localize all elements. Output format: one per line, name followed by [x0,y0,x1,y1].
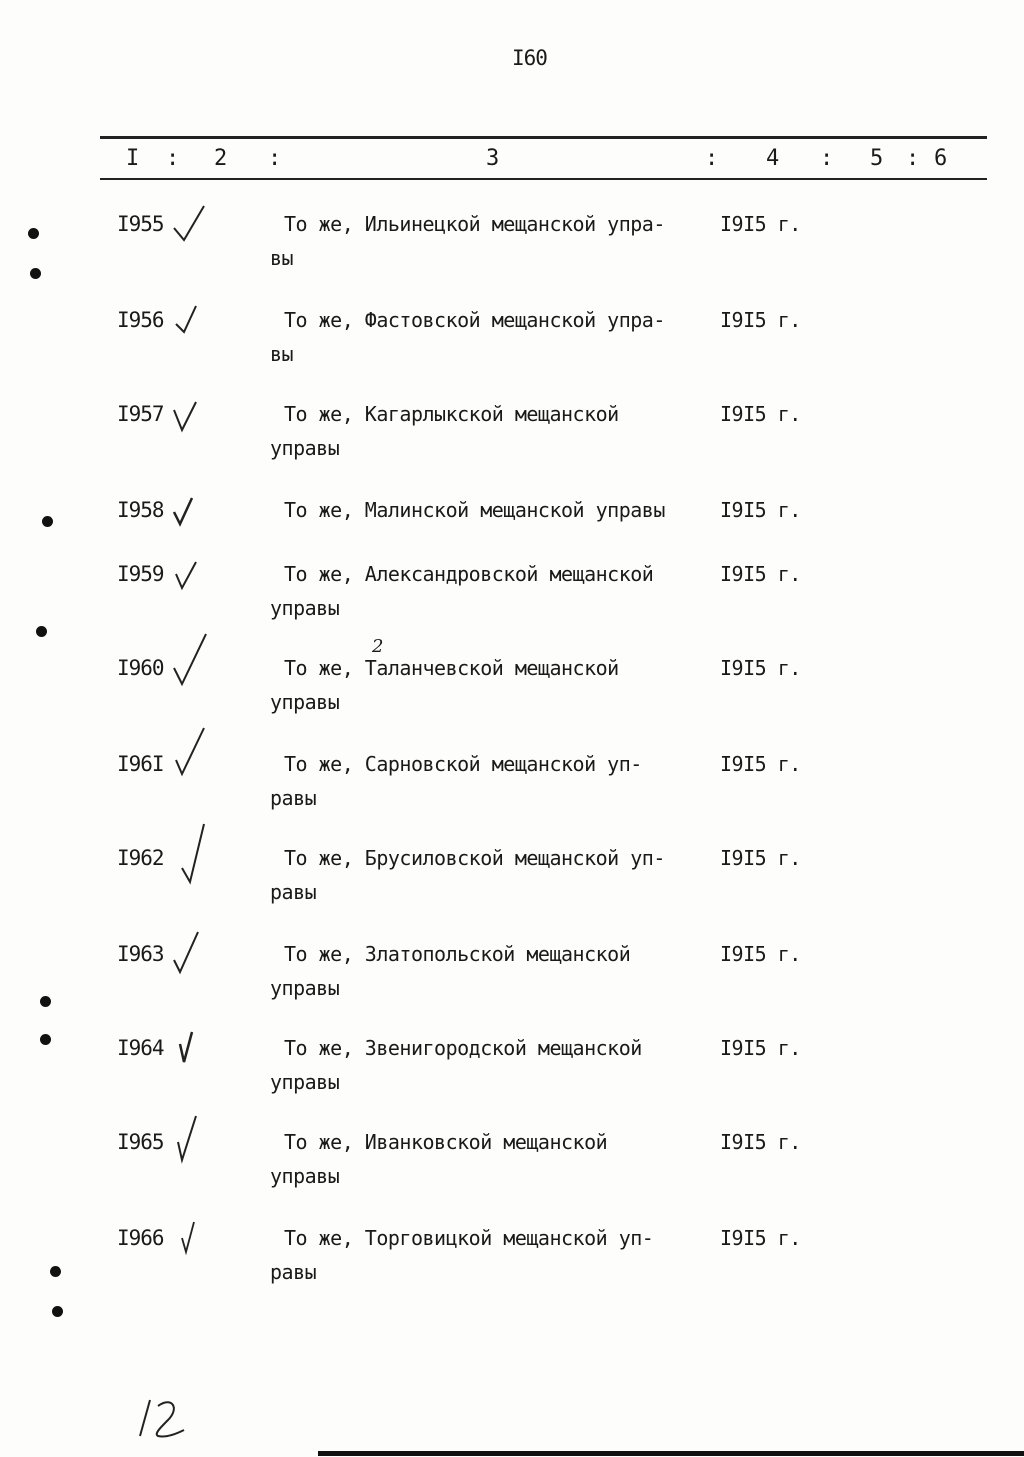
entry-description: То же, Малинской мещанской управы [284,498,665,522]
entry-description-continued: управы [270,1164,340,1188]
table-row [0,308,1024,398]
table-row [0,402,1024,492]
column-header-5: 5 [870,146,884,171]
binding-hole [36,626,47,637]
binding-hole [52,1306,63,1317]
entry-year: I9I5 г. [720,942,801,966]
entry-description: То же, Торговицкой мещанской уп- [284,1226,654,1250]
entry-description-continued: вы [270,342,294,366]
entry-year: I9I5 г. [720,308,801,332]
checkmark-icon [170,630,210,690]
table-row [0,752,1024,842]
entry-description-continued: управы [270,1070,340,1094]
binding-hole [50,1266,61,1277]
column-header-6: 6 [934,146,948,171]
entry-number: I962 [117,846,164,870]
entry-description-continued: равы [270,880,317,904]
table-row [0,656,1024,746]
bottom-edge-rule [318,1451,1024,1456]
column-separator: : [268,146,282,171]
entry-description: То же, Таланчевской мещанской [284,656,619,680]
table-row [0,212,1024,302]
entry-number: I958 [117,498,164,522]
checkmark-icon [170,1112,210,1166]
entry-year: I9I5 г. [720,656,801,680]
checkmark-icon [170,488,210,532]
checkmark-icon [170,928,210,978]
column-header-3: 3 [486,146,500,171]
entry-number: I964 [117,1036,164,1060]
page-number: I60 [512,46,547,70]
column-header-4: 4 [766,146,780,171]
entry-description-continued: равы [270,786,317,810]
entry-year: I9I5 г. [720,562,801,586]
entry-description: То же, Звенигородской мещанской [284,1036,642,1060]
table-row [0,1226,1024,1316]
entry-description: То же, Александровской мещанской [284,562,654,586]
column-separator: : [166,146,180,171]
entry-year: I9I5 г. [720,846,801,870]
checkmark-icon [170,392,210,436]
checkmark-icon [170,202,210,246]
entry-number: I957 [117,402,164,426]
table-row [0,562,1024,652]
entry-number: I956 [117,308,164,332]
entry-number: I960 [117,656,164,680]
entry-number: I965 [117,1130,164,1154]
checkmark-icon [170,1026,210,1070]
checkmark-icon [170,820,210,890]
table-row [0,1036,1024,1126]
entry-year: I9I5 г. [720,1036,801,1060]
table-row [0,846,1024,936]
handwritten-correction: 2 [372,636,384,657]
entry-number: I96I [117,752,164,776]
entry-year: I9I5 г. [720,212,801,236]
column-header-2: 2 [214,146,228,171]
checkmark-icon [170,552,210,596]
entry-description: То же, Ильинецкой мещанской упра- [284,212,665,236]
entry-year: I9I5 г. [720,402,801,426]
entry-number: I966 [117,1226,164,1250]
entry-description: То же, Кагарлыкской мещанской [284,402,619,426]
entry-year: I9I5 г. [720,752,801,776]
binding-hole [40,1034,51,1045]
checkmark-icon [170,724,210,784]
entry-description: То же, Златопольской мещанской [284,942,631,966]
checkmark-icon [170,298,210,342]
column-header-1: I [126,146,140,171]
entry-number: I955 [117,212,164,236]
entry-year: I9I5 г. [720,1226,801,1250]
binding-hole [30,268,41,279]
table-row [0,1130,1024,1220]
binding-hole [40,996,51,1007]
column-separator: : [820,146,834,171]
column-separator: : [705,146,719,171]
handwritten-folio-number [132,1396,192,1442]
entry-description-continued: равы [270,1260,317,1284]
entry-description: То же, Сарновской мещанской уп- [284,752,642,776]
entry-number: I963 [117,942,164,966]
checkmark-icon [170,1216,210,1260]
entry-year: I9I5 г. [720,498,801,522]
entry-description-continued: управы [270,976,340,1000]
column-separator: : [906,146,920,171]
entry-description-continued: управы [270,690,340,714]
entry-year: I9I5 г. [720,1130,801,1154]
binding-hole [28,228,39,239]
binding-hole [42,516,53,527]
entry-number: I959 [117,562,164,586]
table-row [0,942,1024,1032]
entry-description-continued: вы [270,246,294,270]
entry-description: То же, Иванковской мещанской [284,1130,608,1154]
entry-description: То же, Брусиловской мещанской уп- [284,846,665,870]
entry-description-continued: управы [270,596,340,620]
entry-description: То же, Фастовской мещанской упра- [284,308,665,332]
entry-description-continued: управы [270,436,340,460]
